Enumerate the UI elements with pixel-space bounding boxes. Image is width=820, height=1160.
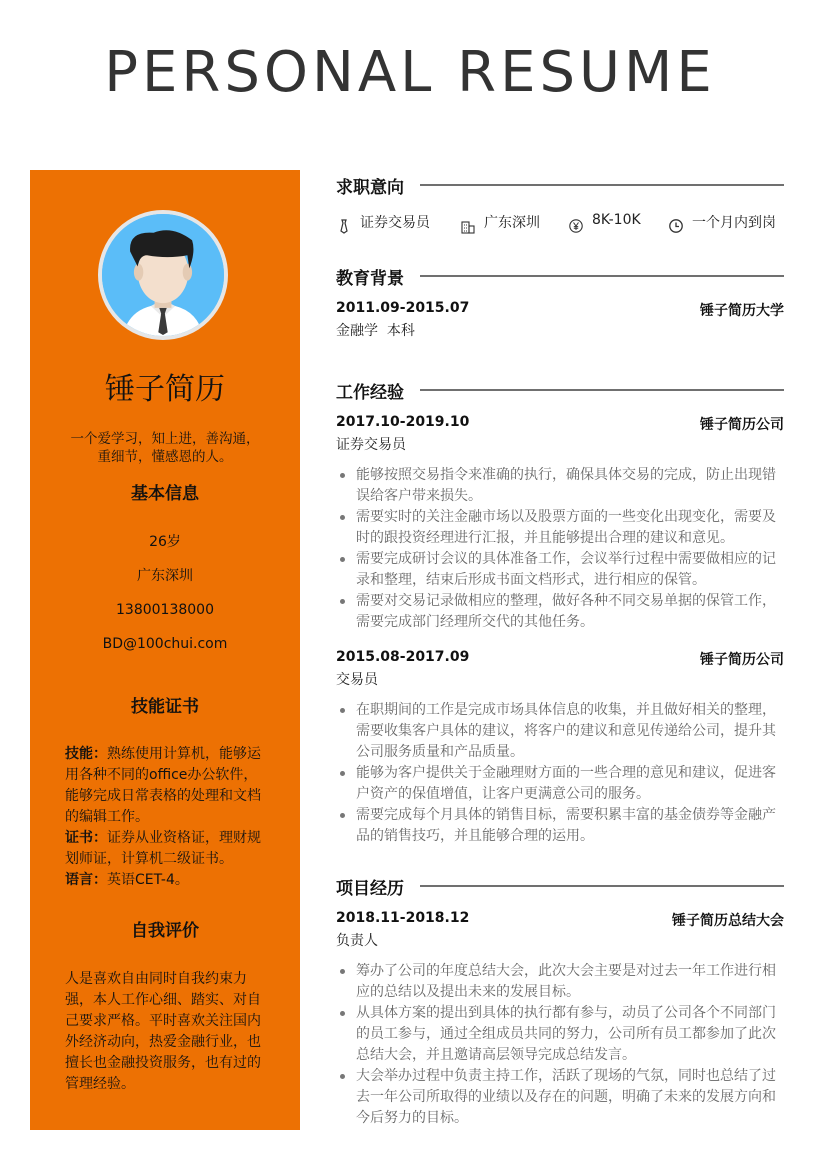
motto-line: 重细节，懂感恩的人。	[97, 449, 233, 465]
language-item	[65, 870, 270, 891]
work-duties-list	[336, 700, 784, 847]
list-item: 从具体方案的提出到具体的执行都有参与，动员了公司各个不同部门的员工参与，通过全组成员共同的努力，公司所有员工都参加了此次总结大会，并且邀请高层领导完成总结发言。	[336, 1003, 784, 1066]
list-item: 筹办了公司的年度总结大会，此次大会主要是对过去一年工作进行相应的总结以及提出未来的发展目标。	[336, 961, 784, 1003]
certificate-label: 证书：	[65, 830, 107, 846]
list-item: 大会举办过程中负责主持工作，活跃了现场的气氛，同时也总结了过去一年公司所取得的业绩以及存在的问题，明确了未来的发展方向和今后努力的目标。	[336, 1066, 784, 1129]
section-divider	[420, 275, 784, 277]
intention-availability	[668, 212, 776, 234]
education-major: 金融学 本科	[336, 323, 415, 339]
work-company: 锤子简历公司	[700, 652, 784, 668]
tie-icon	[336, 218, 352, 234]
sidebar	[30, 170, 300, 1130]
project-entry-head	[336, 910, 784, 930]
intention-location-text: 广东深圳	[484, 215, 540, 231]
work-header	[336, 377, 784, 403]
intention-salary-text: 8K-10K	[592, 212, 641, 228]
work-role: 交易员	[336, 672, 378, 688]
section-divider	[420, 389, 784, 391]
info-email[interactable]: BD@100chui.com	[102, 636, 228, 652]
section-divider	[420, 184, 784, 186]
motto-line: 一个爱学习，知上进，善沟通，	[70, 431, 260, 447]
certificate-text: 证券从业资格证，理财规划师证，计算机二级证书。	[65, 830, 261, 867]
section-title: 工作经验	[336, 382, 404, 403]
building-icon	[460, 218, 476, 234]
skill-label: 技能：	[65, 746, 107, 762]
info-location: 广东深圳	[137, 568, 193, 584]
yen-coin-icon	[568, 218, 584, 234]
list-item: 在职期间的工作是完成市场具体信息的收集，并且做好相关的整理，需要收集客户具体的建议，将客户的建议和意见传递给公司，提升其公司服务质量和产品质量。	[336, 700, 784, 763]
education-date: 2011.09-2015.07	[336, 300, 470, 316]
list-item: 需要对交易记录做相应的整理，做好各种不同交易单据的保管工作，需要完成部门经理所交代的其他任务。	[336, 591, 784, 633]
job-intention-header	[336, 172, 784, 198]
intention-location	[460, 212, 540, 234]
projects-header	[336, 873, 784, 899]
section-title: 教育背景	[336, 268, 404, 289]
self-evaluation-text: 人是喜欢自由同时自我约束力强，本人工作心细、踏实、对自己要求严格。平时喜欢关注国内外经济动向，热爱金融行业，也擅长也金融投资服务，也有过的管理经验。	[65, 971, 261, 1092]
section-title: 项目经历	[336, 878, 404, 899]
language-text: 英语CET-4。	[107, 872, 189, 888]
skill-text: 熟练使用计算机，能够运用各种不同的office办公软件，能够完成日常表格的处理和文档的编辑工作。	[65, 746, 261, 825]
job-intention-row	[336, 212, 784, 236]
list-item: 需要实时的关注金融市场以及股票方面的一些变化出现变化，需要及时的跟投资经理进行汇报，并且能够提出合理的建议和意见。	[336, 507, 784, 549]
intention-salary	[568, 212, 641, 234]
work-company: 锤子简历公司	[700, 417, 784, 433]
project-date: 2018.11-2018.12	[336, 910, 470, 926]
project-name: 锤子简历总结大会	[672, 913, 784, 929]
basic-info-heading: 基本信息	[131, 484, 199, 504]
info-age: 26岁	[149, 534, 181, 550]
clock-icon	[668, 218, 684, 234]
candidate-name: 锤子简历	[105, 372, 225, 407]
person-avatar-icon	[102, 214, 224, 336]
work-role: 证券交易员	[336, 437, 406, 453]
certificate-item	[65, 828, 270, 870]
work-entry-head	[336, 649, 784, 669]
section-title: 求职意向	[336, 177, 404, 198]
list-item: 需要完成研讨会议的具体准备工作，会议举行过程中需要做相应的记录和整理，结束后形成书面文档形式，进行相应的保管。	[336, 549, 784, 591]
self-evaluation-heading: 自我评价	[131, 921, 199, 941]
avatar	[98, 210, 228, 340]
intention-position-text: 证券交易员	[360, 215, 430, 231]
work-date: 2015.08-2017.09	[336, 649, 470, 665]
list-item: 能够为客户提供关于金融理财方面的一些合理的意见和建议，促进客户资产的保值增值，让客户更满意公司的服务。	[336, 763, 784, 805]
candidate-motto	[55, 430, 275, 466]
work-entry-head	[336, 414, 784, 434]
intention-availability-text: 一个月内到岗	[692, 215, 776, 231]
skills-list	[65, 744, 270, 891]
section-divider	[420, 885, 784, 887]
work-duties-list	[336, 465, 784, 633]
intention-position	[336, 212, 430, 234]
language-label: 语言：	[65, 872, 107, 888]
skills-heading: 技能证书	[131, 697, 199, 717]
education-header	[336, 263, 784, 289]
page-title: PERSONAL RESUME	[104, 40, 716, 105]
education-school: 锤子简历大学	[700, 303, 784, 319]
work-date: 2017.10-2019.10	[336, 414, 470, 430]
project-role: 负责人	[336, 933, 378, 949]
info-phone: 13800138000	[116, 602, 214, 618]
project-duties-list	[336, 961, 784, 1129]
list-item: 需要完成每个月具体的销售目标，需要积累丰富的基金债券等金融产品的销售技巧，并且能够合理的运用。	[336, 805, 784, 847]
skill-item	[65, 744, 270, 828]
list-item: 能够按照交易指令来准确的执行，确保具体交易的完成，防止出现错误给客户带来损失。	[336, 465, 784, 507]
education-entry-head	[336, 300, 784, 320]
